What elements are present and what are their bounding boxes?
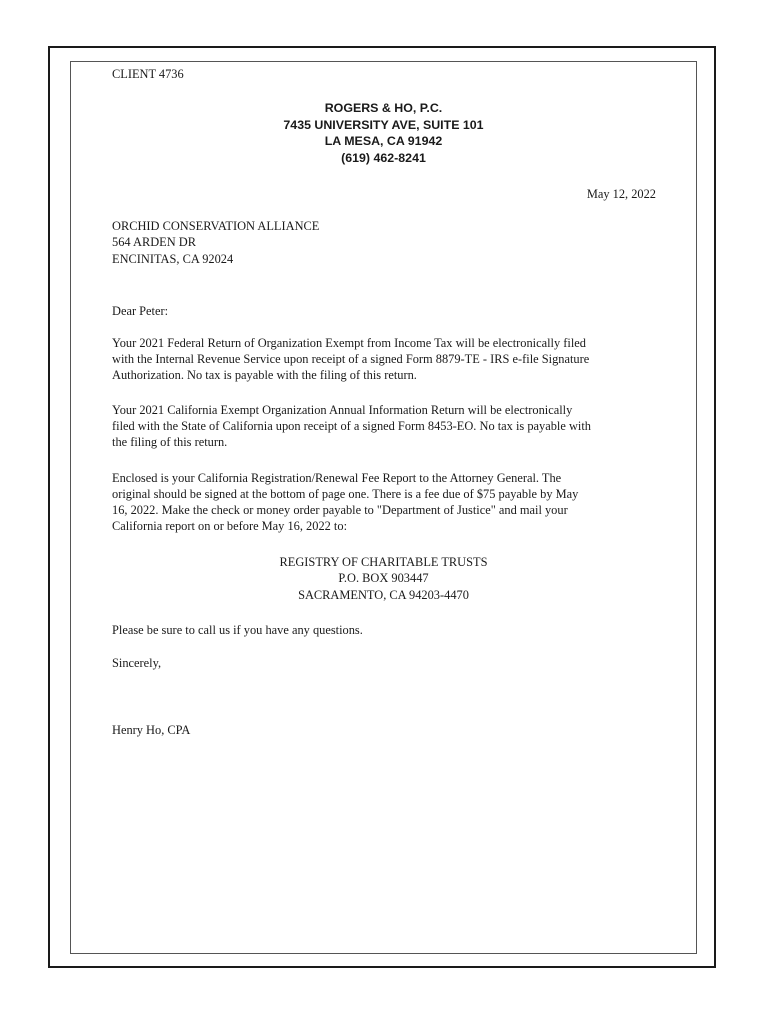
paragraph-line: the filing of this return. [112,435,228,449]
firm-name: ROGERS & HO, P.C. [324,101,443,115]
paragraph-attorney-general [112,470,578,534]
letter-date: May 12, 2022 [586,187,656,201]
salutation: Dear Peter: [112,304,169,318]
recipient-name: ORCHID CONSERVATION ALLIANCE [112,219,320,233]
closing: Sincerely, [112,656,162,670]
mailing-city: SACRAMENTO, CA 94203-4470 [298,588,469,602]
mailing-box: P.O. BOX 903447 [338,571,429,585]
paragraph-line: Enclosed is your California Registration/Renewal Fee Report to the Attorney General. The [112,471,562,485]
paragraph-line: original should be signed at the bottom of page one. There is a fee due of $75 payable by May [112,487,579,501]
recipient-address: 564 ARDEN DR [112,235,196,249]
paragraph-line: Your 2021 California Exempt Organization Annual Information Return will be electronically [112,403,573,417]
signature-name: Henry Ho, CPA [112,723,191,737]
paragraph-california-return [112,402,591,450]
paragraph-line: Authorization. No tax is payable with the filing of this return. [112,368,417,382]
firm-city: LA MESA, CA 91942 [324,134,443,148]
client-number: CLIENT 4736 [112,67,184,81]
firm-address: 7435 UNIVERSITY AVE, SUITE 101 [283,118,484,132]
firm-phone: (619) 462-8241 [341,151,426,165]
paragraph-line: California report on or before May 16, 2022 to: [112,519,348,533]
closing-note: Please be sure to call us if you have any questions. [112,623,363,637]
paragraph-line: Your 2021 Federal Return of Organization Exempt from Income Tax will be electronically filed [112,336,586,350]
paragraph-line: 16, 2022. Make the check or money order payable to "Department of Justice" and mail your [112,503,568,517]
paragraph-line: with the Internal Revenue Service upon receipt of a signed Form 8879-TE - IRS e-file Signature [112,352,590,366]
recipient-city: ENCINITAS, CA 92024 [112,252,234,266]
paragraph-line: filed with the State of California upon receipt of a signed Form 8453-EO. No tax is payable with [112,419,591,433]
paragraph-federal-return [112,335,589,383]
mailing-name: REGISTRY OF CHARITABLE TRUSTS [279,555,488,569]
